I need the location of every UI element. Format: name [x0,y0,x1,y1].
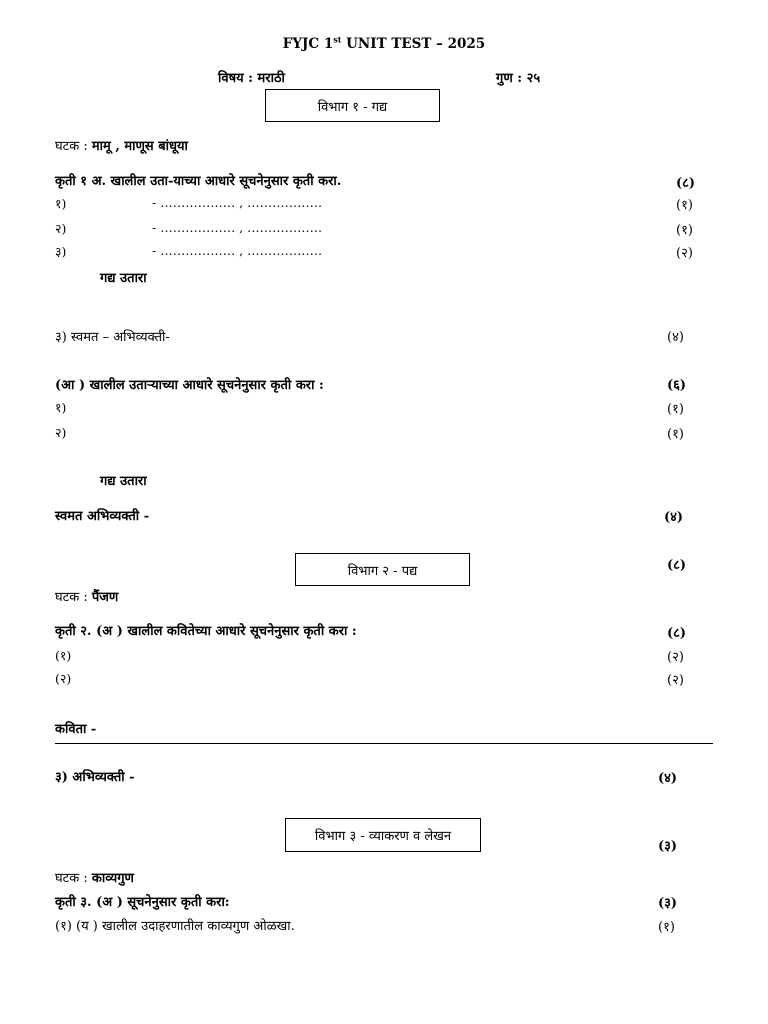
q1a-mark: (८) [676,176,696,191]
row-num: (२) [55,671,72,686]
row-mark: (२) [667,673,684,688]
marks-label: गुण : २५ [496,71,541,86]
q2a-mark: (८) [667,626,687,641]
section3-mark: (३) [658,839,678,854]
row-mark: (१) [667,402,684,417]
opinion-1: ३) स्वमत – अभिव्यक्ती- [55,330,170,345]
question-3a-item: (१) (य ) खालील उदाहरणातील काव्यगुण ओळखा. [55,919,295,934]
row-num: १) [55,196,67,211]
title-prefix: FYJC 1 [282,36,334,52]
row-num: ३) [55,244,67,259]
passage-label: गद्य उतारा [100,271,147,286]
unit-name: मामू , माणूस बांधूया [91,139,188,154]
poem-label: कविता - [55,722,97,737]
s3-unit [55,868,134,886]
row-mark: (१) [676,198,693,213]
opinion-2: स्वमत अभिव्यक्ती - [55,509,150,524]
question-1a: कृती १ अ. खालील उता-याच्या आधारे सूचनेनुसार कृती करा. [55,174,342,189]
expression-mark: (४) [658,771,678,786]
unit-name: पैंजण [91,590,119,605]
unit-label: घटक : [55,590,92,605]
row-mark: (१) [676,223,693,238]
row-num: (१) [55,648,72,663]
paper-title [0,36,768,52]
unit-label: घटक : [55,139,92,154]
unit-label: घटक : [55,871,92,886]
question-3a: कृती ३. (अ ) सूचनेनुसार कृती करा: [55,895,230,910]
row-blank: - ……………… , ……………… [152,195,323,210]
row-mark: (१) [667,427,684,442]
row-num: २) [55,221,67,236]
question-1b: (आ ) खालील उताऱ्याच्या आधारे सूचनेनुसार कृती करा : [55,378,324,393]
section2-box: विभाग २ - पद्य [295,553,470,586]
q3a-item-mark: (१) [658,920,675,935]
horizontal-rule [55,743,713,744]
section3-box: विभाग ३ - व्याकरण व लेखन [285,818,481,852]
s2-unit [55,587,118,605]
section2-mark: (८) [667,558,687,573]
section1-box: विभाग १ - गद्य [265,89,440,122]
row-blank: - ……………… , ……………… [152,220,323,235]
question-2a: कृती २. (अ ) खालील कवितेच्या आधारे सूचनेनुसार कृती करा : [55,624,357,639]
expression-label: ३) अभिव्यक्ती - [55,770,135,785]
opinion-2-mark: (४) [664,510,684,525]
passage-label: गद्य उतारा [100,474,147,489]
subject-label: विषय : मराठी [218,71,285,86]
q1b-mark: (६) [667,378,687,393]
unit-name: काव्यगुण [91,871,134,886]
row-mark: (२) [667,650,684,665]
opinion-1-mark: (४) [667,330,684,345]
s1-unit [55,136,188,154]
row-mark: (२) [676,246,693,261]
row-num: १) [55,400,67,415]
title-suffix: UNIT TEST – 2025 [341,36,486,52]
row-num: २) [55,425,67,440]
q3a-mark: (३) [658,896,678,911]
row-blank: - ……………… , ……………… [152,243,323,258]
title-sup: st [333,34,342,45]
